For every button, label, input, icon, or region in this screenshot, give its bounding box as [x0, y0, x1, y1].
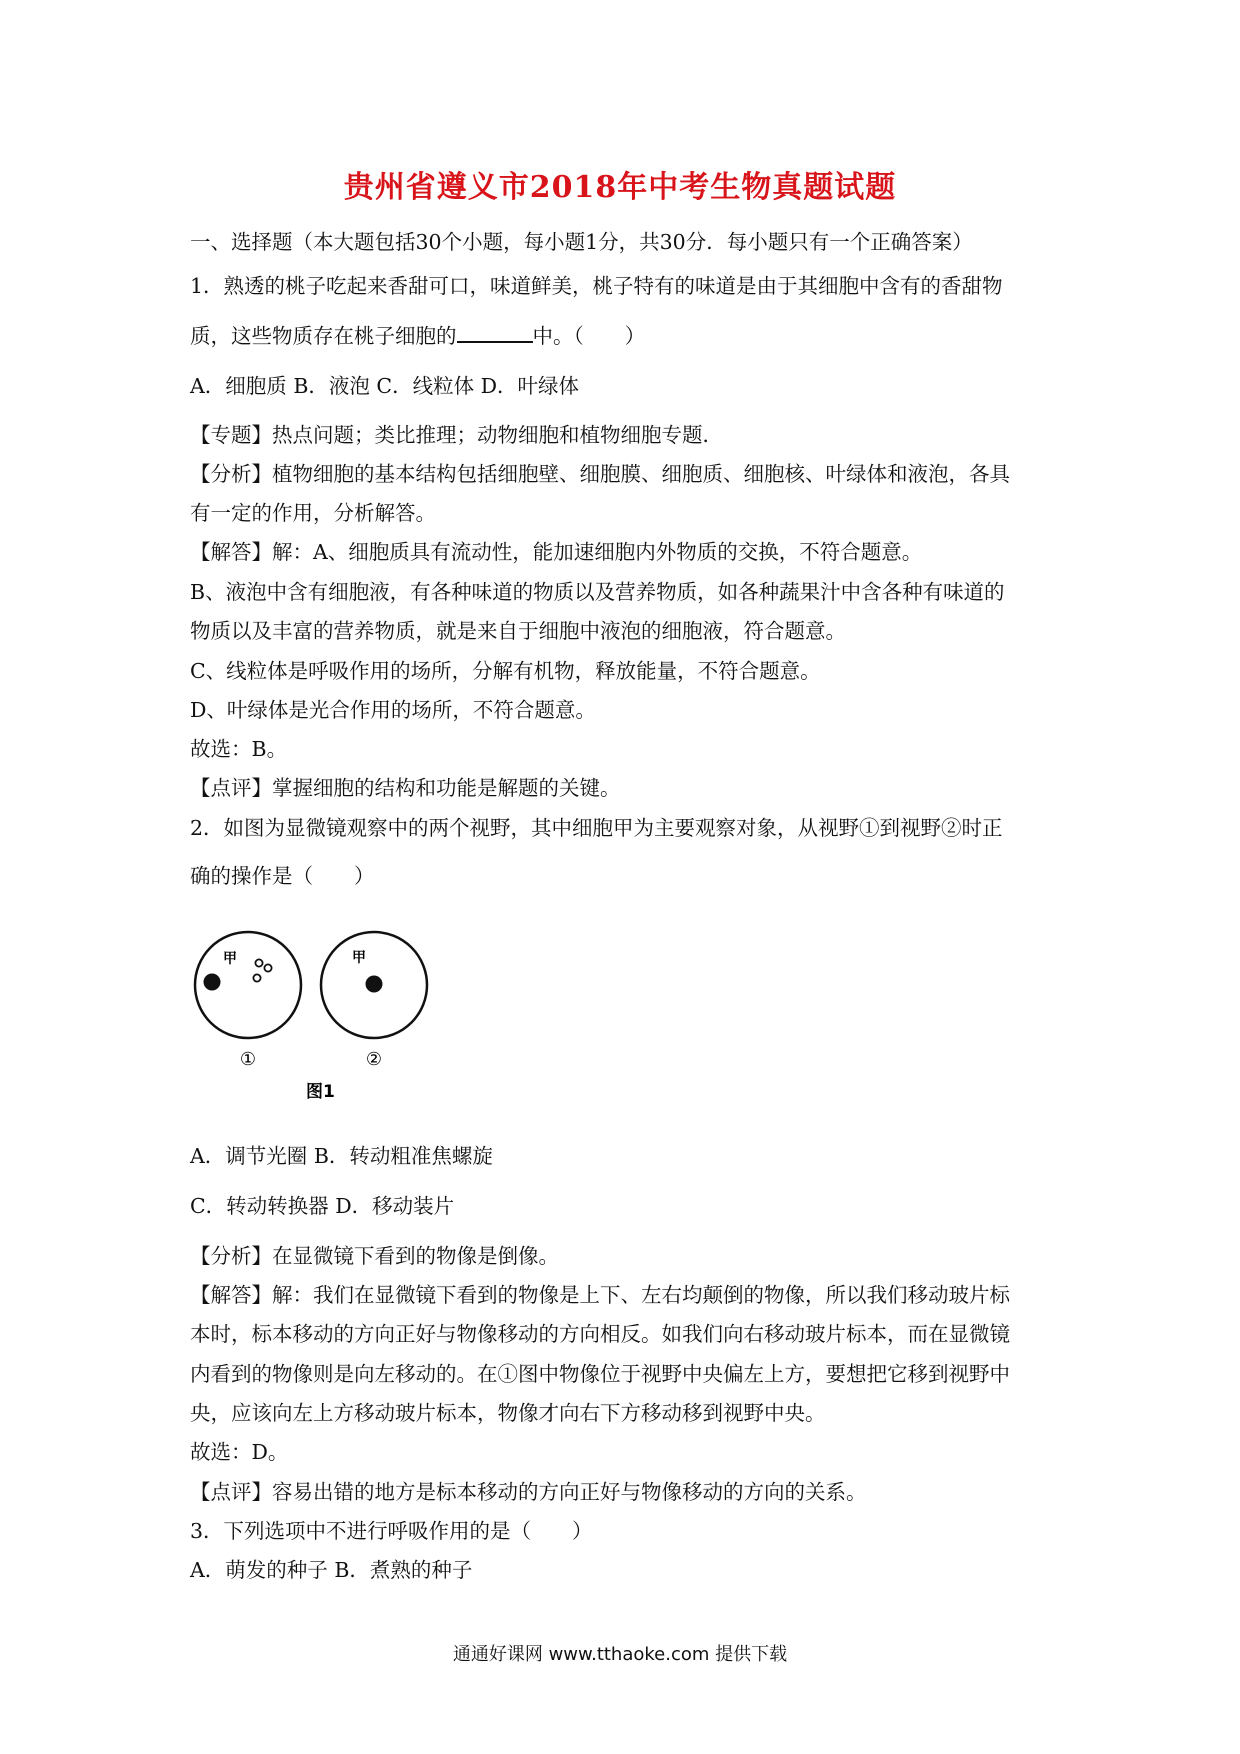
q1-analysis-line1: 【分析】植物细胞的基本结构包括细胞壁、细胞膜、细胞质、细胞核、叶绿体和液泡，各具	[190, 462, 1010, 486]
q3-options-line1: A．萌发的种子 B．煮熟的种子	[190, 1558, 473, 1582]
q1-options: A．细胞质 B．液泡 C．线粒体 D．叶绿体	[190, 374, 580, 398]
small-cell	[255, 959, 262, 966]
section-heading: 一、选择题（本大题包括30个小题，每小题1分，共30分．每小题只有一个正确答案）	[190, 230, 973, 254]
document-title: 贵州省遵义市2018年中考生物真题试题	[343, 170, 897, 205]
q1-topic: 【专题】热点问题；类比推理；动物细胞和植物细胞专题．	[190, 423, 723, 447]
view-2-label: ②	[365, 1049, 383, 1070]
microscope-figure	[190, 925, 450, 1105]
microscope-views-svg	[190, 925, 450, 1105]
q2-answer-line3: 内看到的物像则是向左移动的。在①图中物像位于视野中央偏左上方，要想把它移到视野中	[190, 1362, 1010, 1386]
q1-answer-c: C、线粒体是呼吸作用的场所，分解有机物，释放能量，不符合题意。	[190, 659, 821, 683]
view-2-cell-label: 甲	[352, 950, 366, 966]
view-1	[195, 932, 301, 1070]
q1-stem-line1: 1．熟透的桃子吃起来香甜可口，味道鲜美，桃子特有的味道是由于其细胞中含有的香甜物	[190, 274, 1003, 298]
q2-answer-line2: 本时，标本移动的方向正好与物像移动的方向相反。如我们向右移动玻片标本，而在显微镜	[190, 1322, 1010, 1346]
view-2	[321, 932, 427, 1070]
q2-answer-line4: 央，应该向左上方移动玻片标本，物像才向右下方移动移到视野中央。	[190, 1401, 826, 1425]
q2-stem-line2: 确的操作是（ ）	[190, 864, 375, 888]
q1-comment: 【点评】掌握细胞的结构和功能是解题的关键。	[190, 776, 621, 800]
page-footer: 通通好课网 www.tthaoke.com 提供下载	[452, 1644, 788, 1665]
q2-stem-line1: 2．如图为显微镜观察中的两个视野，其中细胞甲为主要观察对象，从视野①到视野②时正	[190, 816, 1003, 840]
q2-answer-line1: 【解答】解：我们在显微镜下看到的物像是上下、左右均颠倒的物像，所以我们移动玻片标	[190, 1283, 1010, 1307]
small-cell	[253, 974, 260, 981]
q1-analysis-line2: 有一定的作用，分析解答。	[190, 501, 436, 525]
q2-options-line1: A．调节光圈 B．转动粗准焦螺旋	[190, 1144, 493, 1168]
q1-answer-d: D、叶绿体是光合作用的场所，不符合题意。	[190, 698, 596, 722]
q2-options-line2: C．转动转换器 D．移动装片	[190, 1194, 455, 1218]
q2-choice: 故选：D。	[190, 1440, 289, 1464]
cell-jia-dot	[366, 976, 383, 993]
q1-stem-line2	[190, 322, 1060, 350]
q2-comment: 【点评】容易出错的地方是标本移动的方向正好与物像移动的方向的关系。	[190, 1480, 867, 1504]
view-1-label: ①	[239, 1049, 257, 1070]
q1-answer-b2: 物质以及丰富的营养物质，就是来自于细胞中液泡的细胞液，符合题意。	[190, 619, 846, 643]
view-1-cell-label: 甲	[223, 951, 237, 967]
answer-blank	[457, 323, 533, 343]
q1-answer-a: 【解答】解：A、细胞质具有流动性，能加速细胞内外物质的交换，不符合题意。	[190, 540, 923, 564]
small-cell	[264, 964, 271, 971]
q1-choice: 故选：B。	[190, 737, 288, 761]
cell-jia-dot	[204, 974, 221, 991]
q1-stem-pre: 质，这些物质存在桃子细胞的	[190, 324, 457, 348]
q1-answer-b1: B、液泡中含有细胞液，有各种味道的物质以及营养物质，如各种蔬果汁中含各种有味道的	[190, 580, 1005, 604]
figure-caption: 图1	[306, 1082, 335, 1102]
q1-stem-post: 中。（ ）	[532, 324, 646, 348]
q3-stem: 3．下列选项中不进行呼吸作用的是（ ）	[190, 1519, 593, 1543]
q2-analysis: 【分析】在显微镜下看到的物像是倒像。	[190, 1244, 559, 1268]
